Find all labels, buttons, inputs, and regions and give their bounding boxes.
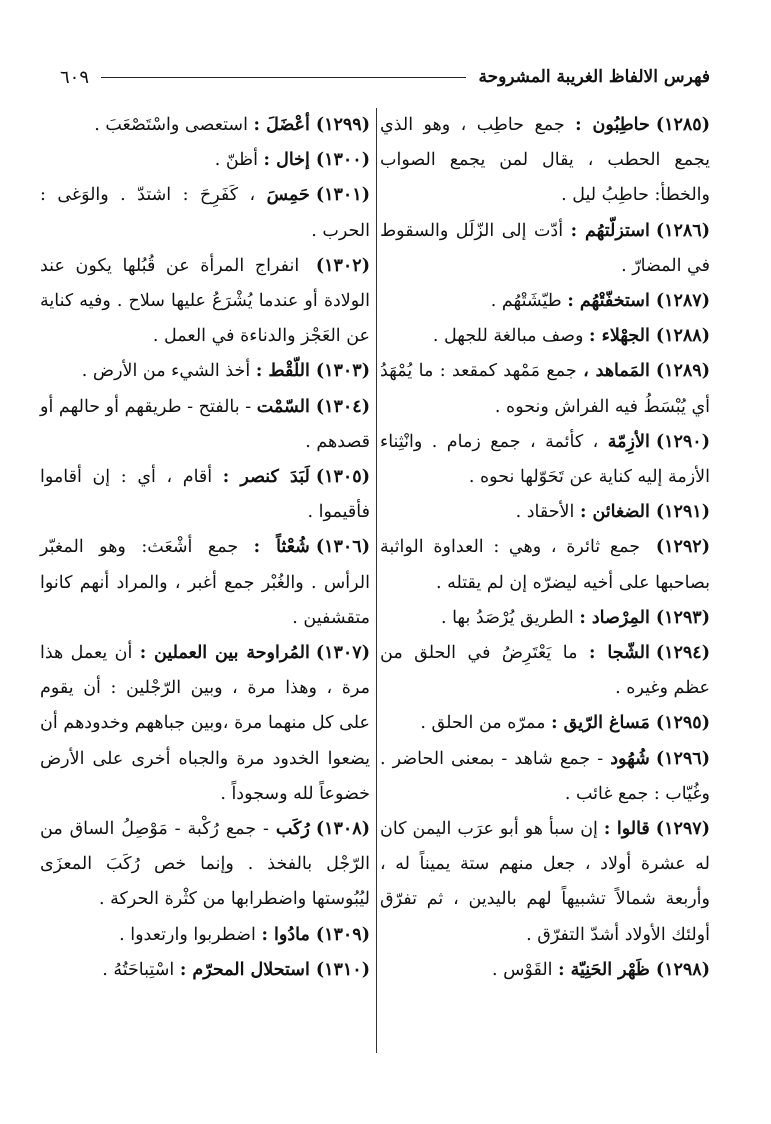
- entry-definition: ، كأئمة ، جمع زمام . وانْثِناء الأزمة إليه كناية عن تَحَوّلها نحوه .: [380, 431, 710, 488]
- entry-headword: المِرْصاد :: [579, 607, 650, 628]
- page-number: ٦٠٩: [60, 66, 90, 88]
- entry-number: (١٣٠٤): [315, 396, 370, 417]
- entry-definition: جمع حاطِب ، وهو الذي يجمع الحطب ، يقال لمن يجمع الصواب والخطأ: حاطِبُ ليل .: [380, 115, 710, 206]
- entry-number: (١٢٩٠): [655, 431, 710, 452]
- entry-number: (١٢٩٤): [655, 643, 710, 664]
- glossary-entry: [40, 390, 370, 460]
- entry-definition: اسْتِباحَتُهُ .: [102, 959, 175, 980]
- entry-headword: المَماهد ،: [583, 361, 650, 382]
- entry-headword: الجهْلاء :: [589, 326, 650, 347]
- glossary-entry: [380, 495, 710, 530]
- glossary-entry: [380, 953, 710, 988]
- entry-number: (١٣٠٩): [315, 924, 370, 945]
- entry-headword: الشّجا :: [588, 643, 650, 664]
- glossary-entry: [40, 178, 370, 248]
- entry-headword: السّمْت: [256, 396, 310, 417]
- entry-number: (١٢٩٧): [655, 819, 710, 840]
- entry-number: (١٢٨٩): [655, 361, 710, 382]
- entry-number: (١٣٠٧): [315, 643, 370, 664]
- entry-definition: الطريق يُرْصَدُ بها .: [440, 607, 574, 628]
- entry-definition: أدّت إلى الزّلَل والسقوط في المضارّ .: [380, 220, 710, 276]
- entry-number: (١٣٠٢): [315, 255, 370, 276]
- glossary-entry: [380, 706, 710, 741]
- entry-number: (١٣٠٥): [315, 467, 370, 488]
- entry-number: (١٢٩٢): [655, 537, 710, 558]
- entry-definition: طيّشَتْهُم .: [490, 291, 562, 312]
- entry-headword: رُكَب: [275, 819, 310, 840]
- glossary-entry: [380, 354, 710, 424]
- entry-number: (١٢٩٩): [315, 115, 370, 135]
- entry-definition: جمع ثائرة ، وهي : العداوة الواثبة بصاحبها على أخيه ليضرّه إن لم يقتله .: [380, 537, 710, 593]
- entry-number: (١٣٠٣): [315, 361, 370, 382]
- entry-definition: القَوْس .: [491, 959, 553, 980]
- entry-definition: أن يعمل هذا مرة ، وهذا مرة ، وبين الرّجْلين : أن يقوم على كل منهما مرة ،وبين جباههم وخدودهم أن يضعوا الخدود مرة والجباه أخرى على الأرض خضوعاً لله وسجوداً .: [40, 643, 370, 804]
- glossary-entry: [380, 108, 710, 214]
- glossary-entry: [380, 214, 710, 284]
- glossary-entry: [380, 425, 710, 495]
- glossary-entry: [40, 953, 370, 988]
- entry-headword: اللّقْط :: [255, 361, 310, 382]
- entry-headword: شُهُود: [610, 748, 650, 769]
- entry-definition: جمع مَمْهد كمقعد : ما يُمْهَدُ أي يُبْسَطُ فيه الفراش ونحوه .: [380, 361, 710, 417]
- entry-number: (١٢٩٥): [655, 713, 710, 734]
- entry-definition: انفراج المرأة عن قُبُلها يكون عند الولادة أو عندما يُشْرَعُ عليها سلاح . وفيه كناية عن العَجْز والدناءة في العمل .: [40, 255, 370, 347]
- entry-headword: ظَهْر الحَنِيّة :: [558, 959, 650, 980]
- glossary-entry: [380, 636, 710, 706]
- entry-definition: - بالفتح - طريقهم أو حالهم أو قصدهم .: [40, 396, 370, 452]
- entry-number: (١٢٨٥): [655, 115, 710, 135]
- glossary-entry: [40, 918, 370, 953]
- entry-headword: استحلال المحرّم :: [179, 959, 310, 980]
- entry-headword: الضغائن :: [579, 502, 650, 523]
- entry-headword: أعْضَلَ :: [253, 115, 310, 135]
- glossary-entry: [40, 460, 370, 530]
- entry-number: (١٣١٠): [315, 959, 370, 980]
- entry-definition: ما يَعْتَرِضُ في الحلق من عظم وغيره .: [380, 643, 710, 699]
- glossary-entry: [380, 319, 710, 354]
- running-title: فهرس الالفاظ الغريبة المشروحة: [478, 67, 710, 87]
- glossary-entry: [40, 249, 370, 355]
- glossary-column-right: [380, 108, 710, 988]
- entry-headword: مَساغ الرّيق :: [551, 713, 650, 734]
- glossary-entry: [40, 530, 370, 636]
- entry-number: (١٣٠٦): [315, 537, 370, 558]
- page-header: [60, 62, 710, 92]
- entry-definition: - جمع شاهد - بمعنى الحاضر . وغُيّاب : جمع غائب .: [380, 748, 710, 804]
- entry-definition: اضطربوا وارتعدوا .: [119, 924, 256, 945]
- entry-definition: أقام ، أي : إن أقاموا فأقيموا .: [40, 467, 370, 523]
- entry-definition: جمع أشْعَث: وهو المغبّر الرأس . والغُبْر جمع أغبر ، والمراد أنهم كانوا متقشفين .: [40, 537, 370, 628]
- entry-definition: أظنّ .: [214, 150, 258, 171]
- column-divider: [376, 108, 377, 1053]
- glossary-entry: [380, 812, 710, 953]
- glossary-entry: [40, 143, 370, 178]
- entry-number: (١٢٩١): [655, 502, 710, 523]
- entry-definition: ممرّه من الحلق .: [420, 713, 546, 734]
- entry-headword: قالوا :: [603, 819, 650, 840]
- entry-headword: حَمِسَ: [266, 185, 310, 206]
- entry-number: (١٢٨٨): [655, 326, 710, 347]
- entry-headword: إخال :: [263, 150, 310, 171]
- glossary-entry: [40, 636, 370, 812]
- entry-number: (١٢٨٧): [655, 291, 710, 312]
- entry-number: (١٣٠٨): [315, 819, 370, 840]
- entry-definition: ، كَفَرِحَ : اشتدّ . والوَغى : الحرب .: [40, 185, 370, 241]
- header-rule: [101, 77, 466, 78]
- entry-headword: مادُوا :: [261, 924, 310, 945]
- entry-number: (١٣٠٠): [315, 150, 370, 171]
- entry-number: (١٢٩٣): [655, 607, 710, 628]
- entry-headword: حاطِبُون :: [575, 115, 650, 135]
- glossary-entry: [380, 530, 710, 600]
- entry-definition: وصف مبالغة للجهل .: [432, 326, 584, 347]
- entry-number: (١٣٠١): [315, 185, 370, 206]
- entry-definition: إن سبأ هو أبو عرَب اليمن كان له عشرة أولاد ، جعل منهم ستة يميناً له ، وأربعة شمالاً تشبيهاً لهم باليدين ، ثم تفرّق أولئك الأولاد أشدّ التفرّق .: [380, 819, 710, 945]
- entry-number: (١٢٩٦): [655, 748, 710, 769]
- entry-headword: استزلّتهُم :: [570, 220, 650, 241]
- glossary-entry: [40, 812, 370, 918]
- glossary-entry: [380, 284, 710, 319]
- entry-headword: شُعْثاً :: [253, 537, 310, 558]
- entry-headword: استخفّتْهُم :: [567, 291, 650, 312]
- entry-definition: استعصى واسْتَصْعَبَ .: [94, 115, 248, 135]
- glossary-entry: [40, 108, 370, 143]
- glossary-column-left: [40, 108, 370, 988]
- entry-headword: المُراوحة بين العملين :: [139, 643, 310, 664]
- glossary-entry: [380, 742, 710, 812]
- entry-number: (١٢٩٨): [655, 959, 710, 980]
- entry-headword: الأزِمّة: [607, 431, 650, 452]
- glossary-entry: [40, 354, 370, 389]
- entry-headword: لَبَدَ كنصر :: [222, 467, 310, 488]
- glossary-entry: [380, 601, 710, 636]
- entry-definition: الأحقاد .: [515, 502, 575, 523]
- entry-definition: - جمع رُكْبة - مَوْصِلُ الساق من الرّجْل بالفخذ . وإنما خص رُكَبَ المعزَى ليُبُوستها واضطرابها من كثْرة الحركة .: [40, 819, 370, 910]
- entry-number: (١٢٨٦): [655, 220, 710, 241]
- entry-definition: أخذ الشيء من الأرض .: [81, 361, 251, 382]
